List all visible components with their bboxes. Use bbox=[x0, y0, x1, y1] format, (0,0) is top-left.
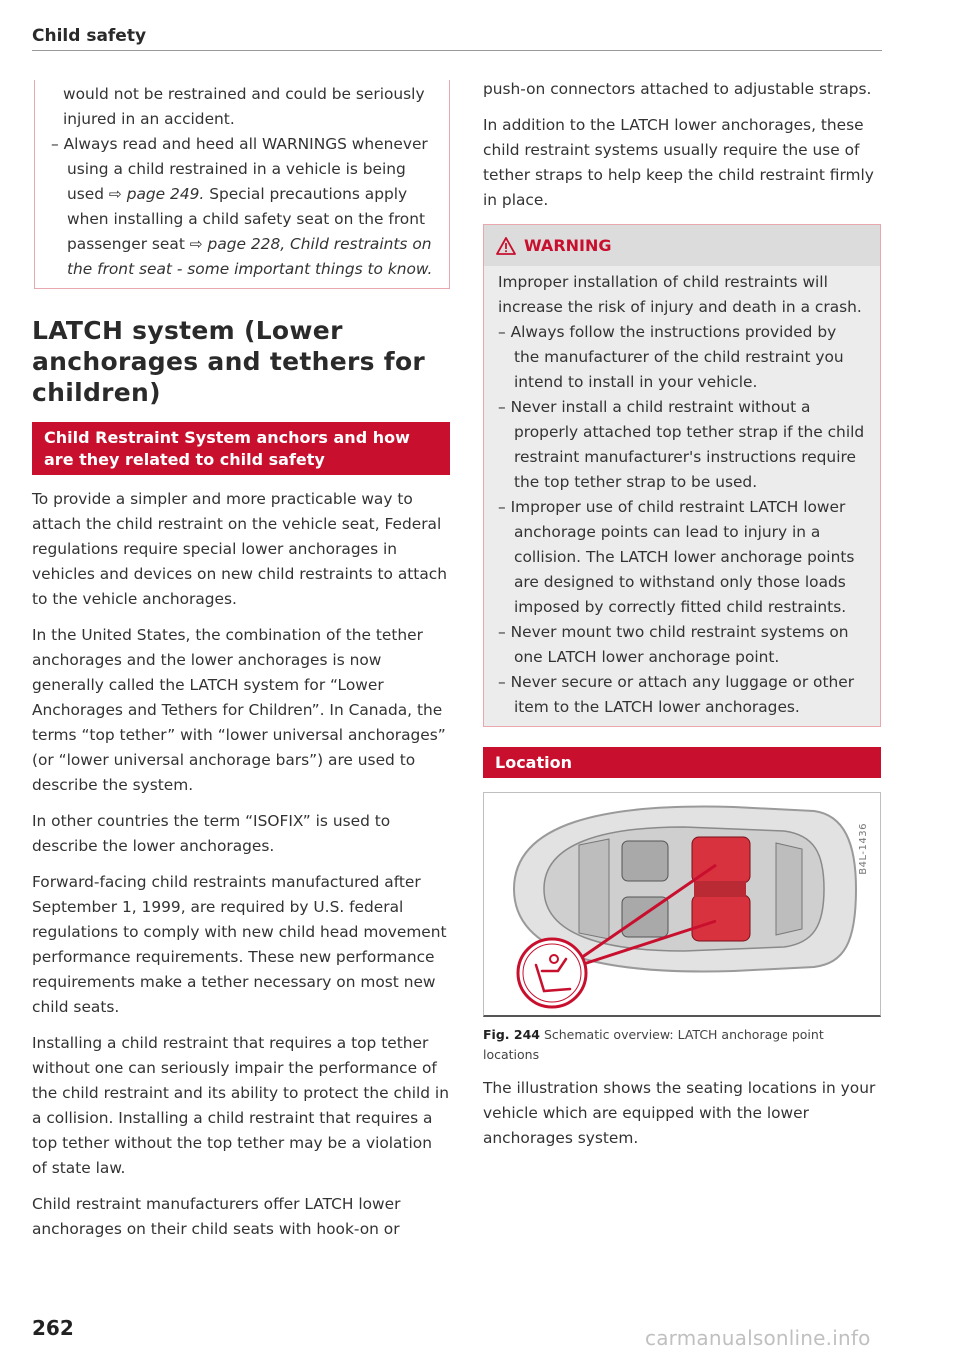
figure-id: B4L-1436 bbox=[858, 823, 869, 875]
paragraph: To provide a simpler and more practicable way to attach the child restraint on the vehicle seat, Federal regulations require special lower anchorages in vehicles and devices on new child restraints to attach to the vehicle anchorages. bbox=[32, 490, 447, 608]
paragraph: In other countries the term “ISOFIX” is used to describe the lower anchorages. bbox=[32, 812, 391, 855]
figure-label: Fig. 244 bbox=[483, 1027, 540, 1042]
subsection-heading: Child Restraint System anchors and how are they related to child safety bbox=[32, 422, 450, 475]
page-number: 262 bbox=[32, 1316, 74, 1340]
note-bullet-text-2: Special precautions apply when installing a child safety seat on the front passenger seat bbox=[67, 185, 426, 253]
note-continuation: would not be restrained and could be seriously injured in an accident. bbox=[63, 85, 425, 128]
note-bullet-text: – Always read and heed all WARNINGS whenever using a child restrained in a vehicle is being used bbox=[51, 135, 428, 203]
car-top-view-illustration bbox=[484, 793, 880, 1015]
warning-bullet: – Never mount two child restraint systems on one LATCH lower anchorage point. bbox=[498, 623, 849, 666]
latch-anchorage-figure bbox=[483, 792, 881, 1017]
header-divider bbox=[32, 50, 882, 51]
warning-triangle-icon bbox=[496, 237, 516, 255]
note-box bbox=[34, 80, 450, 289]
note-bullet bbox=[51, 132, 437, 282]
right-column bbox=[483, 77, 881, 1162]
warning-intro: Improper installation of child restraints will increase the risk of injury and death in a crash. bbox=[498, 273, 862, 316]
paragraph: Child restraint manufacturers offer LATCH lower anchorages on their child seats with hook-on or bbox=[32, 1195, 401, 1238]
warning-bullet: – Improper use of child restraint LATCH lower anchorage points can lead to injury in a collision. The LATCH lower anchorage points are designed to withstand only those loads imposed by correctly fitted child restraints. bbox=[498, 498, 855, 616]
section-heading: LATCH system (Lower anchorages and tethers for children) bbox=[32, 316, 426, 407]
warning-box bbox=[483, 224, 881, 727]
location-heading: Location bbox=[483, 747, 881, 778]
paragraph: Installing a child restraint that requires a top tether without one can seriously impair the performance of the child restraint and its ability to protect the child in a collision. Installing a child restraint that requires a top tether without the top tether may be a violation of state law. bbox=[32, 1034, 449, 1177]
left-column bbox=[32, 80, 450, 1253]
paragraph: In the United States, the combination of the tether anchorages and the lower anchorages is now generally called the LATCH system for “Lower Anchorages and Tethers for Children”. In Canada, the terms “top tether” with “lower universal anchorages” (or “lower universal anchorage bars”) are used to describe the system. bbox=[32, 626, 446, 794]
warning-body bbox=[484, 266, 880, 726]
page-ref-249[interactable]: ⇨ page 249. bbox=[108, 185, 205, 203]
warning-bullet: – Never secure or attach any luggage or other item to the LATCH lower anchorages. bbox=[498, 673, 855, 716]
warning-header bbox=[484, 225, 880, 266]
paragraph: Forward-facing child restraints manufactured after September 1, 1999, are required by U.S. federal regulations to comply with new child head movement performance requirements. These new performance requirements make a tether necessary on most new child seats. bbox=[32, 873, 447, 1016]
warning-title: WARNING bbox=[524, 236, 612, 255]
page-ref-228[interactable]: ⇨ page 228, Child restraints on the front seat - some important things to know. bbox=[67, 235, 433, 278]
paragraph: In addition to the LATCH lower anchorages, these child restraint systems usually require the use of tether straps to help keep the child restraint firmly in place. bbox=[483, 116, 874, 209]
figure-caption bbox=[483, 1025, 881, 1065]
figure-caption-text: Schematic overview: LATCH anchorage point locations bbox=[483, 1027, 824, 1062]
warning-bullet: – Never install a child restraint without a properly attached top tether strap if the child restraint manufacturer's instructions require the top tether strap to be used. bbox=[498, 398, 865, 491]
paragraph: push-on connectors attached to adjustable straps. bbox=[483, 80, 872, 98]
warning-bullet: – Always follow the instructions provided by the manufacturer of the child restraint you intend to install in your vehicle. bbox=[498, 323, 844, 391]
paragraph: The illustration shows the seating locations in your vehicle which are equipped with the lower anchorages system. bbox=[483, 1079, 876, 1147]
page-header-title: Child safety bbox=[32, 26, 147, 46]
watermark: carmanualsonline.info bbox=[645, 1326, 871, 1350]
